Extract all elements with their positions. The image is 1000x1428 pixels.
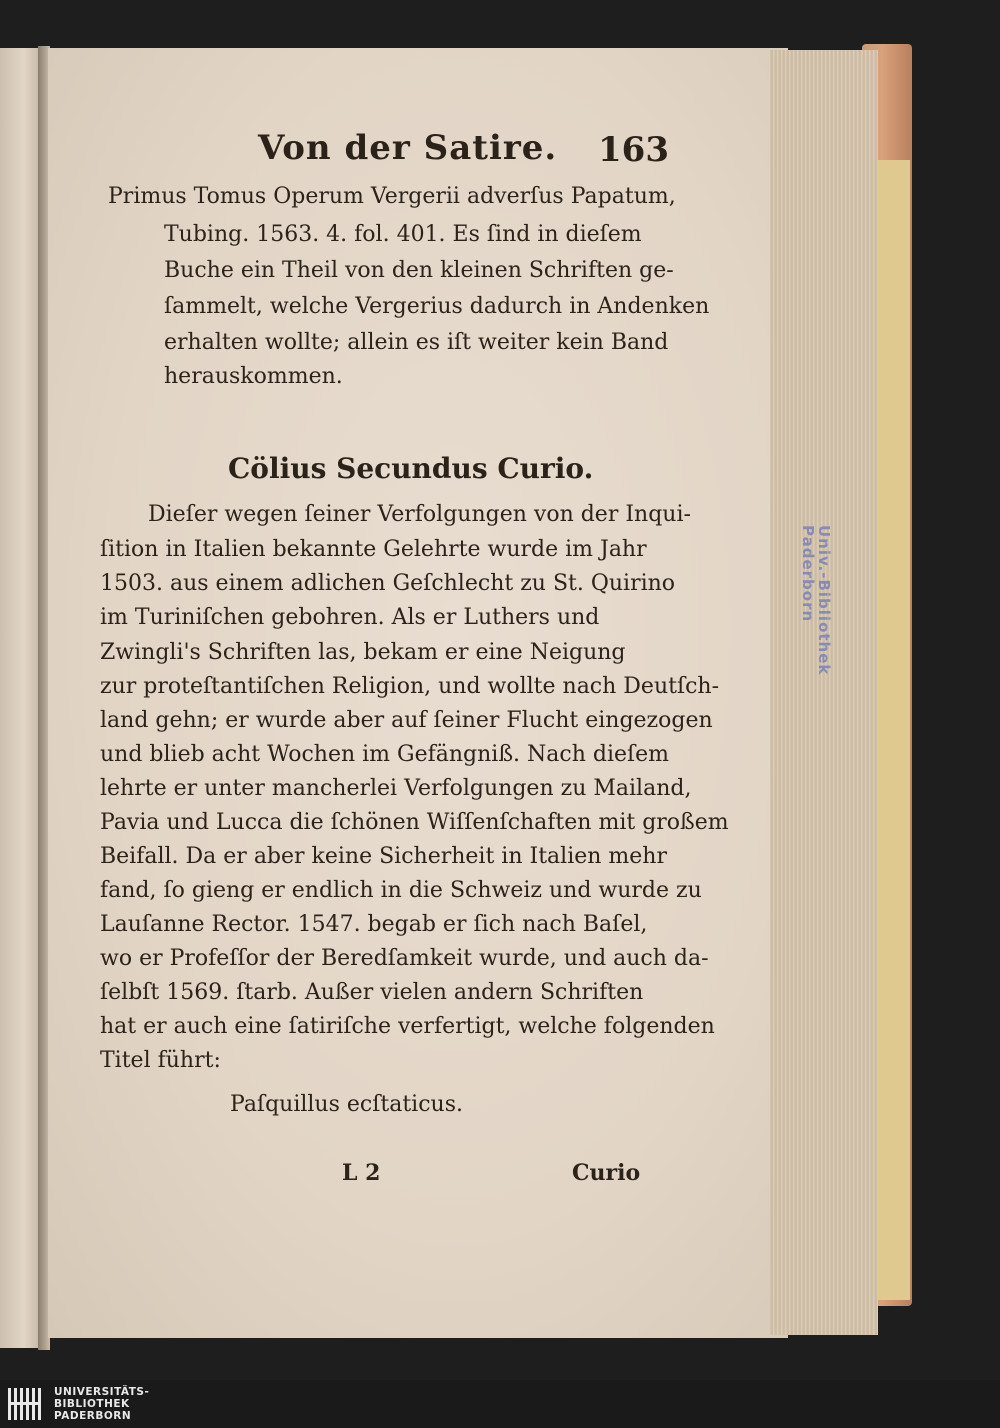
library-stamp [788,525,832,705]
text-line: herauskommen. [164,364,343,389]
text-line: Tubing. 1563. 4. fol. 401. Es ſind in dieſem [164,222,642,247]
footer-bar [0,1380,1000,1428]
body-line: Lauſanne Rector. 1547. begab er ſich nach Baſel, [100,912,648,937]
cover-inner-board [876,160,910,1300]
text-line: erhalten wollte; allein es iſt weiter kein Band [164,330,669,355]
text-line: Primus Tomus Operum Vergerii adverſus Papatum, [108,184,676,209]
section-heading: Cölius Secundus Curio. [228,452,594,485]
body-line: ſition in Italien bekannte Gelehrte wurde im Jahr [100,537,647,562]
stamp-line: Univ.-Bibliothek [815,525,833,676]
left-page-edge [0,48,40,1348]
body-line: fand, ſo gieng er endlich in die Schweiz und wurde zu [100,878,702,903]
library-logo-text [54,1386,149,1422]
body-line: und blieb acht Wochen im Gefängniß. Nach dieſem [100,742,670,767]
catchword: Curio [572,1160,641,1186]
page-number: 163 [598,130,669,170]
body-line: Dieſer wegen ſeiner Verfolgungen von der Inqui- [148,502,691,527]
logo-line: PADERBORN [54,1410,132,1422]
body-line: lehrte er unter mancherlei Verfolgungen zu Mailand, [100,776,692,801]
library-logo-icon [6,1384,46,1424]
body-line: Titel führt: [100,1048,221,1073]
text-line: Buche ein Theil von den kleinen Schriften ge- [164,258,674,283]
body-line: Zwingli's Schriften las, bekam er eine Neigung [100,640,626,665]
quoted-title: Paſquillus ecſtaticus. [230,1092,463,1117]
body-line: zur proteſtantiſchen Religion, und wollte nach Deutſch- [100,674,720,699]
signature-mark: L 2 [342,1160,381,1186]
body-line: wo er Profeſſor der Beredſamkeit wurde, und auch da- [100,946,709,971]
body-line: 1503. aus einem adlichen Geſchlecht zu St. Quirino [100,571,676,596]
stamp-line: Paderborn [799,525,817,623]
logo-line: BIBLIOTHEK [54,1398,130,1410]
body-line: ſelbſt 1569. ſtarb. Außer vielen andern Schriften [100,980,644,1005]
logo-line: UNIVERSITÄTS- [54,1386,150,1398]
body-line: Beifall. Da er aber keine Sicherheit in Italien mehr [100,844,667,869]
text-line: ſammelt, welche Vergerius dadurch in Andenken [164,294,710,319]
body-line: im Turiniſchen gebohren. Als er Luthers und [100,605,600,630]
body-line: land gehn; er wurde aber auf ſeiner Flucht eingezogen [100,708,713,733]
body-line: hat er auch eine ſatiriſche verfertigt, welche folgenden [100,1014,715,1039]
body-line: Pavia und Lucca die ſchönen Wiſſenſchaften mit großem [100,810,729,835]
running-head: Von der Satire. [258,128,558,168]
